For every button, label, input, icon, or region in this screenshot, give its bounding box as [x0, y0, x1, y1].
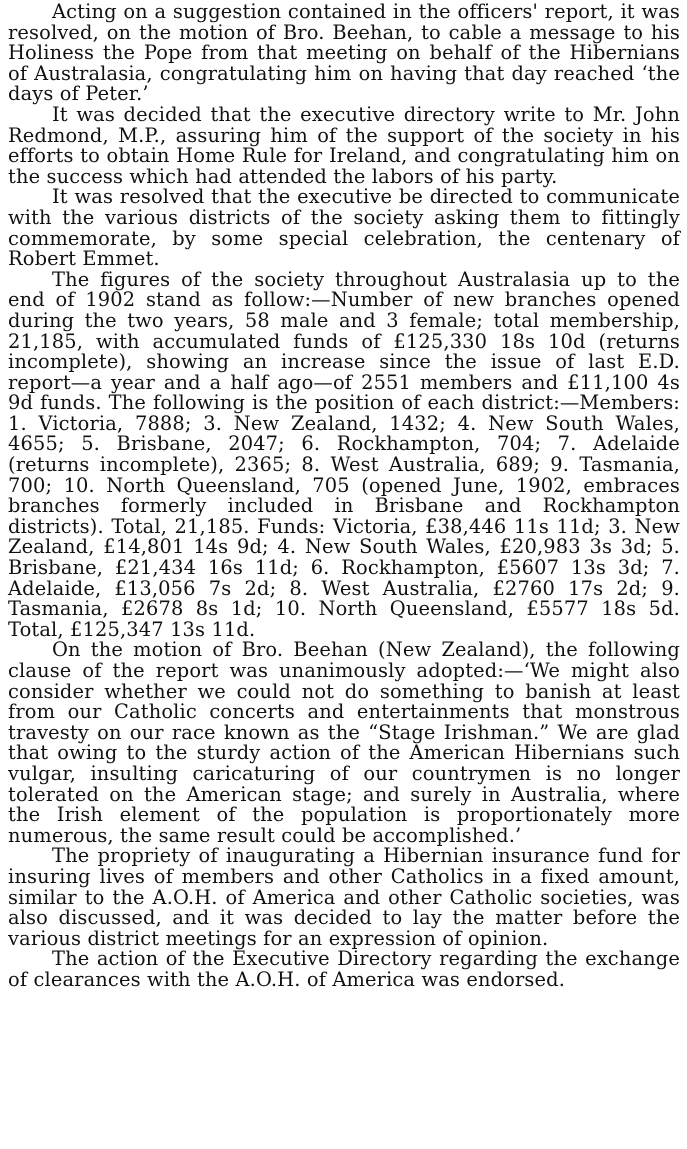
paragraph-society-figures: The figures of the society throughout Australasia up to the end of 1902 stand as follow:—Number of new branches opened during the two years, 58 male and 3 female; total membership, 21,185, with accumulated funds of £125,330 18s 10d (returns incomplete), showing an increase since the issue of last E.D. report—a year and a half ago—of 2551 members and £11,100 4s 9d funds. The following is the position of each district:—Members: 1. Victoria, 7888; 3. New Zealand, 1432; 4. New South Wales, 4655; 5. Brisbane, 2047; 6. Rockhampton, 704; 7. Adelaide (returns incomplete), 2365; 8. West Australia, 689; 9. Tasmania, 700; 10. North Queensland, 705 (opened June, 1902, embraces branches formerly included in Brisbane and Rockhampton districts). Total, 21,185. Funds: Victoria, £38,446 11s 11d; 3. New Zealand, £14,801 14s 9d; 4. New South Wales, £20,983 3s 3d; 5. Brisbane, £21,434 16s 11d; 6. Rockhampton, £5607 13s 3d; 7. Adelaide, £13,056 7s 2d; 8. West Australia, £2760 17s 2d; 9. Tasmania, £2678 8s 1d; 10. North Queensland, £5577 18s 5d. Total, £125,347 13s 11d.	[8, 267, 680, 641]
paragraph-emmet-centenary: It was resolved that the executive be directed to communicate with the various districts of the society asking them to fittingly commemorate, by some special celebration, the centenary of Robert Emmet.	[8, 185, 680, 271]
paragraph-insurance-fund: The propriety of inaugurating a Hibernian insurance fund for insuring lives of members and other Catholics in a fixed amount, similar to the A.O.H. of America and other Catholic societies, was also discussed, and it was decided to lay the matter before the various district meetings for an expression of opinion.	[8, 844, 680, 950]
paragraph-redmond-home-rule: It was decided that the executive directory write to Mr. John Redmond, M.P., assuring him of the support of the society in his efforts to obtain Home Rule for Ireland, and congratulating him on the success which had attended the labors of his party.	[8, 102, 680, 188]
paragraph-clearances: The action of the Executive Directory regarding the exchange of clearances with the A.O.H. of America was endorsed.	[8, 947, 680, 991]
paragraph-cable-to-pope: Acting on a suggestion contained in the officers' report, it was resolved, on the motion of Bro. Beehan, to cable a message to his Holiness the Pope from that meeting on behalf of the Hibernians of Australasia, congratulating him on having that day reached ‘the days of Peter.’	[8, 0, 680, 106]
newspaper-article-column	[8, 2, 680, 991]
paragraph-stage-irishman: On the motion of Bro. Beehan (New Zealand), the following clause of the report was unanimously adopted:—‘We might also consider whether we could not do something to banish at least from our Catholic concerts and entertainments that monstrous travesty on our race known as the “Stage Irishman.” We are glad that owing to the sturdy action of the American Hibernians such vulgar, insulting caricaturing of our countrymen is no longer tolerated on the American stage; and surely in Australia, where the Irish element of the population is proportionately more numerous, the same result could be accomplished.’	[8, 638, 680, 847]
